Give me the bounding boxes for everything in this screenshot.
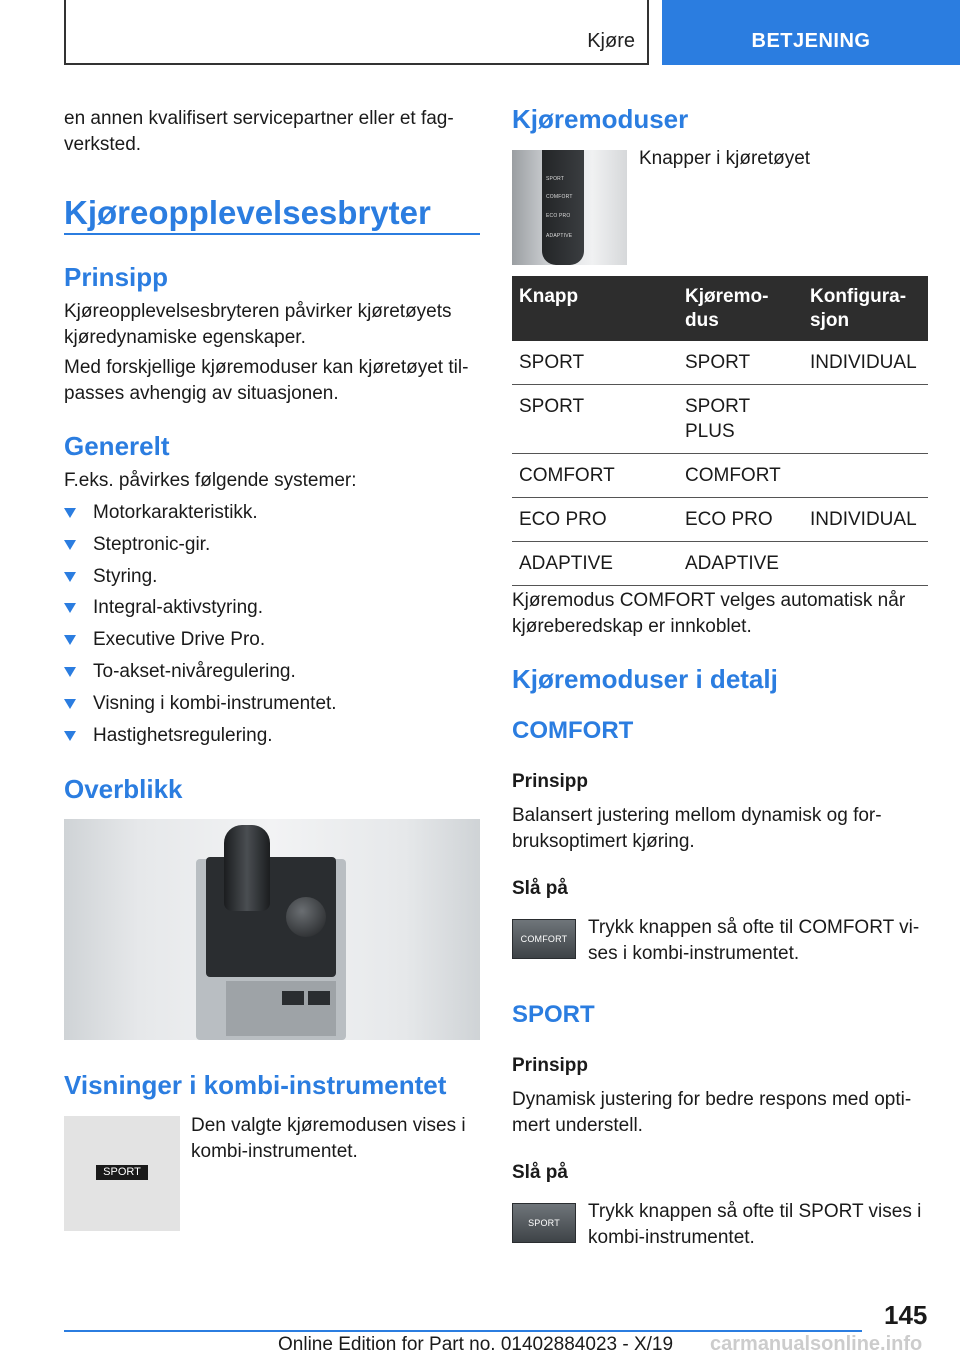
console-lower-panel: [226, 981, 336, 1036]
comfort-sla-pa-heading: Slå på: [512, 878, 568, 899]
prinsipp-paragraph-2: [64, 355, 468, 407]
table-row: [512, 498, 928, 542]
button-strip: [542, 150, 584, 265]
sport-description: [512, 1087, 911, 1139]
intro-line: verksted.: [64, 134, 142, 155]
console-button-icon: [308, 991, 330, 1005]
sport-badge: SPORT: [96, 1165, 148, 1180]
footer-rule: [64, 1330, 862, 1332]
comfort-heading: COMFORT: [512, 717, 634, 744]
table-cell: SPORT: [512, 385, 678, 454]
text-line: Balansert justering mellom dynamisk og for-: [512, 805, 882, 826]
table-cell: SPORT: [512, 341, 678, 385]
table-cell: [803, 542, 928, 586]
page-number: 145: [884, 1300, 928, 1330]
table-row: [512, 385, 928, 454]
sport-instruction: [588, 1199, 921, 1251]
table-cell: [803, 385, 928, 454]
visninger-heading: Visninger i kombi-instrumentet: [64, 1070, 447, 1100]
text-line: kjøredynamiske egenskaper.: [64, 327, 306, 348]
text-line: Kjøreopplevelsesbryteren påvirker kjøretøyets: [64, 301, 452, 322]
bullet-triangle-icon: [64, 731, 76, 741]
text-line: Trykk knappen så ofte til SPORT vises i: [588, 1201, 922, 1222]
intro-line: en annen kvalifisert servicepartner eller et fag-: [64, 108, 454, 129]
text-line: passes avhengig av situasjonen.: [64, 383, 339, 404]
knob-label: ADAPTIVE: [546, 233, 573, 239]
comfort-description: [512, 803, 882, 855]
comfort-prinsipp-heading: Prinsipp: [512, 771, 589, 792]
knapper-caption: Knapper i kjøretøyet: [639, 148, 811, 169]
drive-modes-table: [512, 276, 928, 586]
sport-button-image: SPORT: [512, 1203, 576, 1243]
text-line: Trykk knappen så ofte til COMFORT vi-: [588, 917, 920, 938]
table-cell: INDIVIDUAL: [803, 341, 928, 385]
chapter-tab-label: BETJENING: [751, 30, 871, 52]
prinsipp-heading: Prinsipp: [64, 262, 169, 292]
center-console-image: [64, 819, 480, 1040]
knob-label: COMFORT: [546, 194, 573, 200]
table-cell: COMFORT: [678, 454, 803, 498]
detail-heading: Kjøremoduser i detalj: [512, 664, 778, 694]
chapter-tab: [662, 0, 960, 65]
text-line: bruksoptimert kjøring.: [512, 831, 695, 852]
console-button-icon: [282, 991, 304, 1005]
gear-selector-icon: [224, 825, 270, 911]
intro-text: [64, 106, 454, 158]
visninger-paragraph: [191, 1113, 466, 1165]
kjoremoduser-heading: Kjøremoduser: [512, 104, 689, 134]
drive-mode-buttons-image: [512, 150, 627, 265]
column-header: Knapp: [512, 276, 678, 341]
title-rule: [64, 233, 480, 235]
generelt-heading: Generelt: [64, 431, 170, 461]
text-line: kjøreberedskap er innkoblet.: [512, 616, 752, 637]
sport-heading: SPORT: [512, 1001, 595, 1028]
table-cell: ADAPTIVE: [512, 542, 678, 586]
bullet-triangle-icon: [64, 699, 76, 709]
generelt-paragraph: F.eks. påvirkes følgende systemer:: [64, 470, 357, 491]
page-title: Kjøreopplevelsesbryter: [64, 194, 431, 231]
table-row: [512, 341, 928, 385]
table-row: [512, 542, 928, 586]
prinsipp-paragraph-1: [64, 299, 452, 351]
table-row: [512, 454, 928, 498]
table-cell: ADAPTIVE: [678, 542, 803, 586]
knob-label: ECO PRO: [546, 213, 571, 219]
column-header: Kjøremo- dus: [678, 276, 803, 341]
knob-label: SPORT: [546, 176, 565, 182]
bullet-triangle-icon: [64, 667, 76, 677]
table-cell: SPORT PLUS: [678, 385, 803, 454]
idrive-controller-icon: [286, 897, 326, 937]
bullet-triangle-icon: [64, 540, 76, 550]
footer-edition: Online Edition for Part no. 01402884023 - X/19: [278, 1334, 674, 1355]
column-header: Konfigura- sjon: [803, 276, 928, 341]
text-line: Den valgte kjøremodusen vises i: [191, 1115, 466, 1136]
comfort-button-image: COMFORT: [512, 919, 576, 959]
comfort-instruction: [588, 915, 919, 967]
text-line: kombi-instrumentet.: [588, 1227, 755, 1248]
table-cell: [803, 454, 928, 498]
text-line: kombi-instrumentet.: [191, 1141, 358, 1162]
overblikk-heading: Overblikk: [64, 774, 183, 804]
text-line: Med forskjellige kjøremoduser kan kjøretøyet til-: [64, 357, 469, 378]
sport-prinsipp-heading: Prinsipp: [512, 1055, 589, 1076]
text-line: Dynamisk justering for bedre respons med opti-: [512, 1089, 912, 1110]
table-cell: ECO PRO: [678, 498, 803, 542]
sport-sla-pa-heading: Slå på: [512, 1162, 568, 1183]
section-label: Kjøre: [587, 30, 635, 52]
text-line: mert understell.: [512, 1115, 643, 1136]
bullet-triangle-icon: [64, 603, 76, 613]
table-cell: INDIVIDUAL: [803, 498, 928, 542]
table-header-row: [512, 276, 928, 341]
table-cell: SPORT: [678, 341, 803, 385]
table-cell: ECO PRO: [512, 498, 678, 542]
text-line: ses i kombi-instrumentet.: [588, 943, 800, 964]
auto-note: [512, 588, 905, 640]
bullet-triangle-icon: [64, 508, 76, 518]
watermark: carmanualsonline.info: [710, 1333, 923, 1355]
bullet-triangle-icon: [64, 572, 76, 582]
text-line: Kjøremodus COMFORT velges automatisk når: [512, 590, 906, 611]
cluster-display-image: [64, 1116, 180, 1231]
bullet-triangle-icon: [64, 635, 76, 645]
table-cell: COMFORT: [512, 454, 678, 498]
header-box: [64, 0, 649, 65]
